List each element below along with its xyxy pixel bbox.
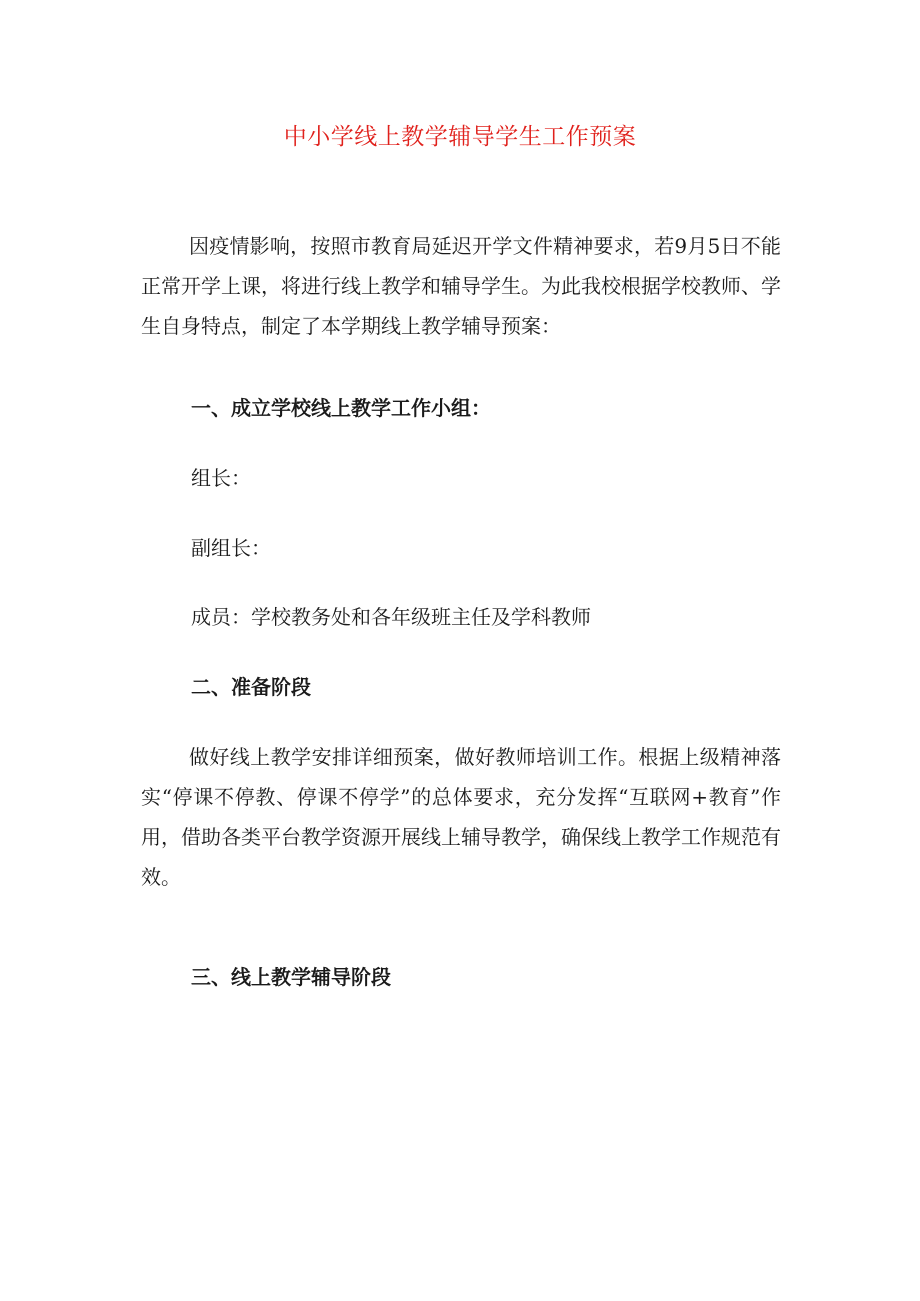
leader-line: 组长：: [191, 466, 251, 490]
section2-heading: 二、准备阶段: [191, 675, 311, 699]
section2-paragraph: 做好线上教学安排详细预案，做好教师培训工作。根据上级精神落实“停课不停教、停课不停学”的总体要求，充分发挥“互联网+教育”作用，借助各类平台教学资源开展线上辅导教学，确保线上教学工作规范有效。: [141, 745, 781, 889]
section1-heading: 一、成立学校线上教学工作小组：: [191, 396, 491, 420]
members-line: 成员：学校教务处和各年级班主任及学科教师: [191, 605, 591, 629]
deputy-leader-line: 副组长：: [191, 536, 271, 560]
intro-paragraph: 因疫情影响，按照市教育局延迟开学文件精神要求，若9月5日不能正常开学上课，将进行线上教学和辅导学生。为此我校根据学校教师、学生自身特点，制定了本学期线上教学辅导预案：: [141, 234, 781, 338]
document-title: 中小学线上教学辅导学生工作预案: [283, 124, 637, 150]
section3-heading: 三、线上教学辅导阶段: [191, 965, 391, 989]
